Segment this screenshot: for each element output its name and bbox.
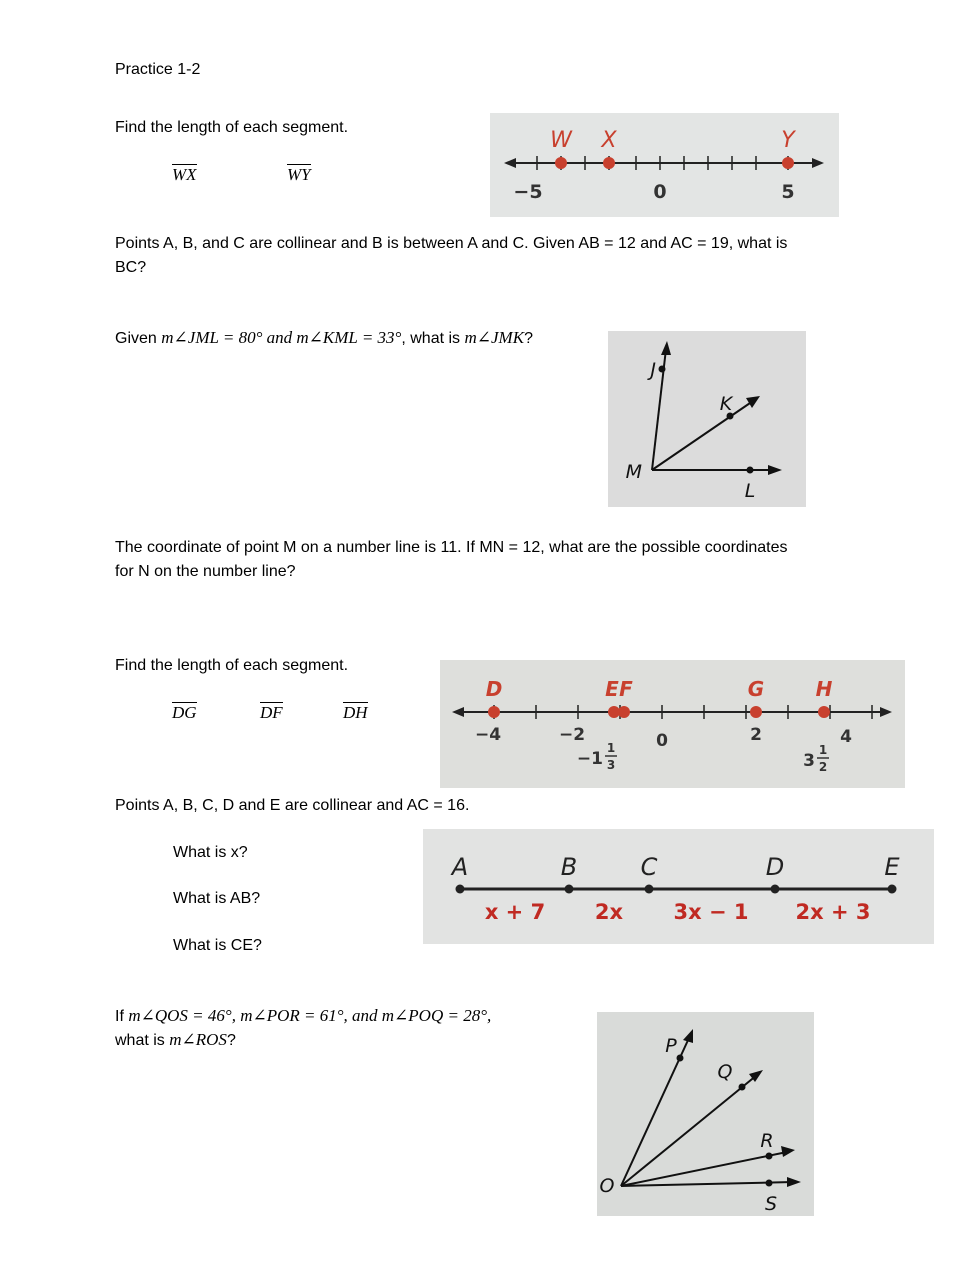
label-e: E — [605, 677, 619, 701]
q6-question-ab: What is AB? — [173, 890, 261, 907]
number-line-dh-figure — [440, 660, 905, 788]
label-a: A — [451, 853, 469, 881]
tick-neg4: −4 — [474, 725, 502, 745]
q6-prompt: Points A, B, C, D and E are collinear and AC = 16. — [115, 797, 470, 814]
label-p: P — [665, 1035, 677, 1057]
label-f: F — [619, 677, 633, 701]
q7-line1 — [115, 1004, 491, 1029]
frac2-num: 1 — [818, 743, 828, 757]
point-h — [818, 706, 830, 718]
q5-prompt: Find the length of each segment. — [115, 657, 349, 674]
q3-suffix: ? — [524, 330, 533, 347]
q7-target-angle: m∠ROS — [169, 1030, 227, 1049]
q6-question-ce: What is CE? — [173, 937, 262, 954]
frac1-num: 1 — [606, 741, 616, 755]
q4-line2: for N on the number line? — [115, 563, 296, 580]
label-o: O — [599, 1175, 615, 1197]
tick-2: 2 — [750, 725, 762, 745]
q7-given-angles: m∠QOS = 46°, m∠POR = 61°, and m∠POQ = 28°, — [128, 1006, 492, 1025]
label-j: J — [650, 359, 656, 381]
label-d: D — [765, 853, 785, 881]
q7-line2-prefix: what is — [115, 1032, 170, 1049]
tick-neg5: −5 — [513, 181, 543, 203]
angle-jmk-figure — [608, 331, 806, 507]
label-y: Y — [781, 128, 795, 153]
point-w — [555, 157, 567, 169]
frac2-den: 2 — [818, 760, 828, 774]
label-b: B — [560, 853, 578, 881]
point-x — [603, 157, 615, 169]
label-x: X — [601, 128, 617, 153]
label-s: S — [764, 1193, 778, 1215]
frac1-den: 3 — [606, 758, 616, 772]
label-l: L — [744, 480, 756, 502]
tick-neg2: −2 — [558, 725, 586, 745]
point-f — [618, 706, 630, 718]
label-g: G — [747, 677, 765, 701]
segment-dh: DH — [343, 703, 368, 722]
label-q: Q — [717, 1061, 733, 1083]
q3-question — [115, 326, 533, 351]
label-d: D — [485, 677, 503, 701]
point-y — [782, 157, 794, 169]
expr-de: 2x + 3 — [795, 900, 871, 924]
segment-dg: DG — [172, 703, 197, 722]
tick-5: 5 — [781, 181, 795, 203]
label-r: R — [760, 1130, 774, 1152]
q3-target-angle: m∠JMK — [464, 328, 525, 347]
frac1-whole: −1 — [576, 749, 603, 769]
point-e — [888, 885, 897, 894]
point-a — [456, 885, 465, 894]
tick-4: 4 — [840, 727, 852, 747]
label-c: C — [640, 853, 658, 881]
label-h: H — [815, 677, 833, 701]
q3-prefix: Given — [115, 330, 162, 347]
point-g — [750, 706, 762, 718]
q7-suffix: ? — [226, 1032, 236, 1049]
q2-line2: BC? — [115, 259, 147, 276]
label-e: E — [884, 853, 900, 881]
label-m: M — [625, 461, 642, 483]
q3-given-angles: m∠JML = 80° and m∠KML = 33° — [161, 328, 402, 347]
expr-ab: x + 7 — [484, 900, 546, 924]
q3-middle: , what is — [401, 330, 465, 347]
tick-0: 0 — [653, 181, 667, 203]
segment-df: DF — [260, 703, 283, 722]
page-title: Practice 1-2 — [115, 61, 201, 78]
expr-bc: 2x — [594, 900, 624, 924]
point-c — [645, 885, 654, 894]
segment-ae-figure — [423, 829, 934, 944]
frac2-whole: 3 — [803, 751, 815, 771]
number-line-wxy-figure — [490, 113, 839, 217]
tick-0: 0 — [656, 731, 668, 751]
segment-wy: WY — [287, 165, 311, 184]
q2-line1: Points A, B, and C are collinear and B is between A and C. Given AB = 12 and AC = 19, what is — [115, 235, 788, 252]
q1-prompt: Find the length of each segment. — [115, 119, 349, 136]
point-d — [488, 706, 500, 718]
label-w: W — [550, 128, 572, 153]
q7-prefix: If — [115, 1008, 129, 1025]
point-d — [771, 885, 780, 894]
q6-question-x: What is x? — [173, 844, 248, 861]
segment-wx: WX — [172, 165, 197, 184]
q4-line1: The coordinate of point M on a number line is 11. If MN = 12, what are the possible coordinates — [115, 539, 788, 556]
q7-line2 — [115, 1028, 236, 1053]
expr-cd: 3x − 1 — [673, 900, 749, 924]
point-b — [565, 885, 574, 894]
label-k: K — [719, 393, 733, 415]
angles-pqrs-figure — [597, 1012, 814, 1216]
